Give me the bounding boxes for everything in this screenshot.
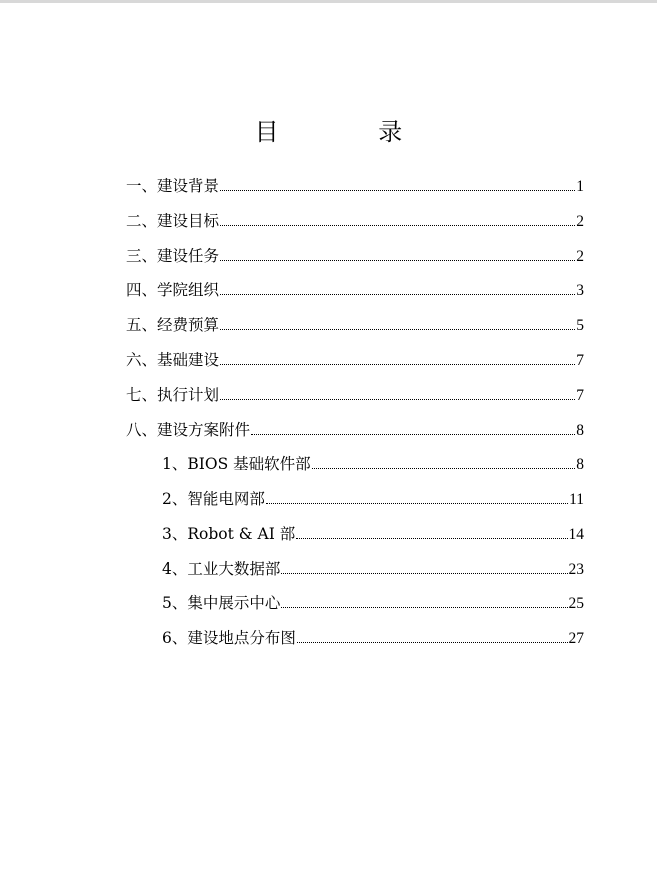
toc-entry[interactable] <box>126 209 584 233</box>
toc-subentry[interactable] <box>162 626 584 650</box>
toc-entry-label: 五、经费预算 <box>126 316 220 334</box>
toc-entry[interactable] <box>126 278 584 302</box>
toc-entry-label: 三、建设任务 <box>126 247 220 265</box>
toc-title: 目 录 <box>254 118 449 146</box>
toc-entry-page: 25 <box>568 595 584 612</box>
toc-entry-page: 14 <box>568 526 584 543</box>
toc-entry-label: 七、执行计划 <box>126 386 220 404</box>
toc-dot-leader <box>220 293 575 295</box>
toc-entry-page: 7 <box>576 352 584 369</box>
toc-entry-page: 3 <box>576 282 584 299</box>
toc-dot-leader <box>281 572 567 574</box>
toc-entry-page: 27 <box>568 630 584 647</box>
toc-entry[interactable] <box>126 174 584 198</box>
page-top-border <box>0 0 657 3</box>
toc-entry-page: 2 <box>576 248 584 265</box>
toc-dot-leader <box>220 363 575 365</box>
toc-entry[interactable] <box>126 418 584 442</box>
toc-entry-page: 11 <box>569 491 584 508</box>
toc-dot-leader <box>220 398 575 400</box>
toc-subentry[interactable] <box>162 591 584 615</box>
toc-entry-page: 23 <box>568 561 584 578</box>
toc-dot-leader <box>266 502 568 504</box>
toc-entry[interactable] <box>126 383 584 407</box>
toc-entry[interactable] <box>126 244 584 268</box>
toc-entry-label: 2、智能电网部 <box>162 490 265 508</box>
toc-entry-label: 4、工业大数据部 <box>162 560 281 578</box>
toc-entry-label: 八、建设方案附件 <box>126 421 251 439</box>
toc-entry-label: 六、基础建设 <box>126 351 220 369</box>
toc-entry-page: 7 <box>576 387 584 404</box>
toc-subentry[interactable] <box>162 452 584 476</box>
toc-dot-leader <box>251 433 575 435</box>
toc-entry-page: 8 <box>576 456 584 473</box>
toc-dot-leader <box>220 189 575 191</box>
toc-entry-label: 5、集中展示中心 <box>162 594 281 612</box>
toc-entry[interactable] <box>126 348 584 372</box>
toc-entry-label: 1、BIOS 基础软件部 <box>162 455 311 473</box>
toc-entry-label: 一、建设背景 <box>126 177 220 195</box>
toc-subentry[interactable] <box>162 557 584 581</box>
toc-subentry[interactable] <box>162 487 584 511</box>
toc-dot-leader <box>297 641 568 643</box>
toc-entry-page: 1 <box>576 178 584 195</box>
toc-entry-page: 2 <box>576 213 584 230</box>
toc-entry-page: 8 <box>576 422 584 439</box>
toc-entry-label: 二、建设目标 <box>126 212 220 230</box>
toc-dot-leader <box>281 606 567 608</box>
toc-dot-leader <box>220 259 575 261</box>
toc-entry[interactable] <box>126 313 584 337</box>
toc-dot-leader <box>220 328 575 330</box>
toc-entry-label: 3、Robot & AI 部 <box>162 525 296 543</box>
toc-dot-leader <box>296 537 567 539</box>
toc-entry-label: 6、建设地点分布图 <box>162 629 296 647</box>
toc-dot-leader <box>312 467 576 469</box>
toc-entry-label: 四、学院组织 <box>126 281 220 299</box>
toc-dot-leader <box>220 224 575 226</box>
toc-entry-page: 5 <box>576 317 584 334</box>
toc-subentry[interactable] <box>162 522 584 546</box>
